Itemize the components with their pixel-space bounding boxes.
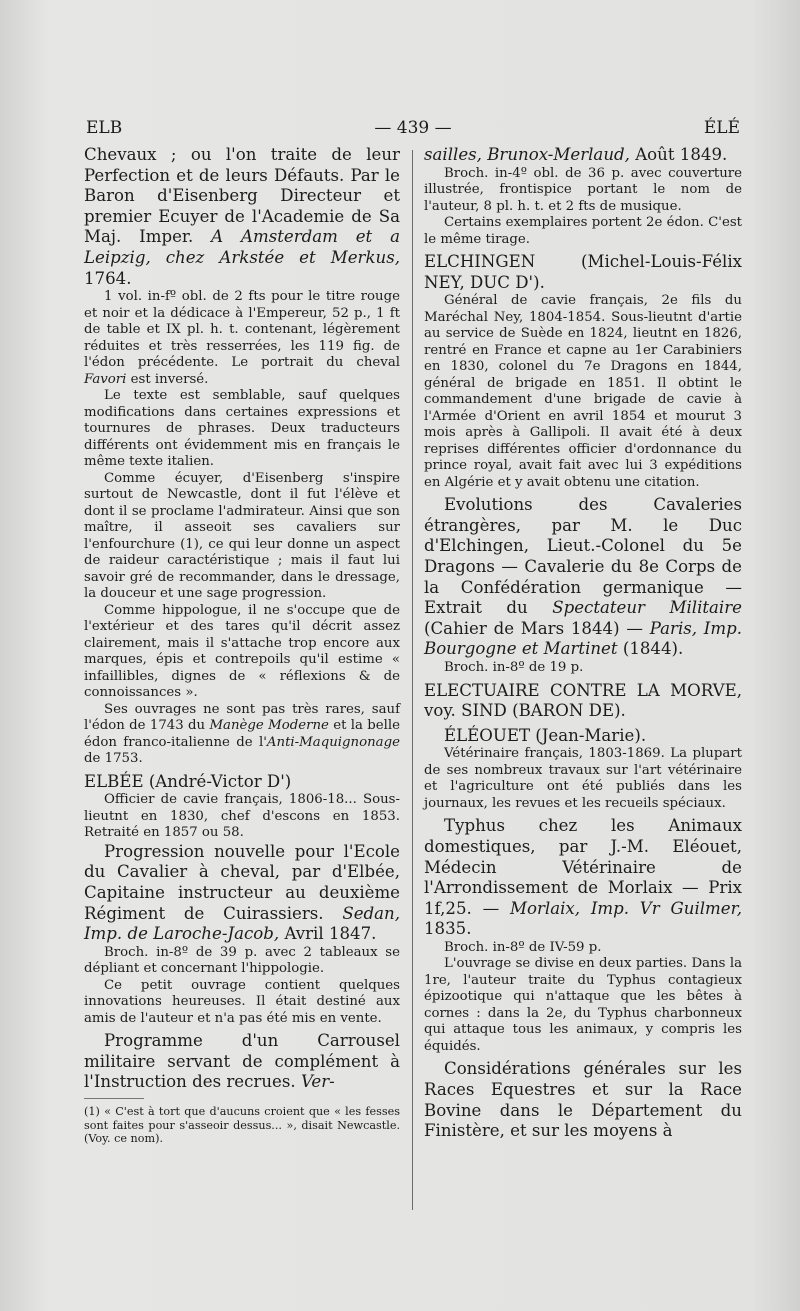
page-number: — 439 —	[374, 118, 452, 138]
header-right: ÉLÉ	[703, 118, 740, 138]
footnote-rule	[84, 1098, 144, 1099]
comment-paragraph: Ce petit ouvrage contient quelques innovations heureuses. Il était destiné aux amis de l'auteur et n'a pas été mis en vente.	[84, 977, 400, 1026]
title-paragraph: Progression nouvelle pour l'Ecole du Cavalier à cheval, par d'Elbée, Capitaine instructeur au deuxième Régiment de Cuirassiers. Sedan, Imp. de Laroche-Jacob, Avril 1847.	[84, 841, 400, 944]
comment-paragraph: Certains exemplaires portent 2e édon. C'est le même tirage.	[424, 215, 742, 247]
title-paragraph: sailles, Brunox-Merlaud, Août 1849.	[424, 145, 728, 164]
description-paragraph: Broch. in-8º de 19 p.	[444, 660, 584, 676]
title-paragraph: Chevaux ; ou l'on traite de leur Perfection et de leurs Défauts. Par le Baron d'Eisenberg Directeur et premier Ecuyer de l'Academie de Sa Maj. Imper. A Amsterdam et a Leipzig, chez Arkstée et Merkus, 1764.	[84, 145, 400, 288]
comment-paragraph: Comme hippologue, il ne s'occupe que de l'extérieur et des tares qu'il décrit assez clairement, mais il s'attache trop encore aux marques, épis et contrepoils qu'il estime « infaillibles, dignes de « réflexions & de connoissances ».	[84, 602, 400, 701]
entry-heading: ELECTUAIRE CONTRE LA MORVE, voy. SIND (BARON DE).	[424, 680, 742, 721]
footnote: (1) « C'est à tort que d'aucuns croient que « les fesses sont faites pour s'asseoir dessus... », disait Newcastle. (Voy. ce nom).	[84, 1105, 400, 1146]
left-column	[84, 145, 400, 1146]
column-rule	[412, 150, 413, 1210]
header-left: ELB	[86, 118, 123, 138]
description-paragraph: Broch. in-8º de IV-59 p.	[444, 939, 602, 955]
title-paragraph: Typhus chez les Animaux domestiques, par J.-M. Eléouet, Médecin Vétérinaire de l'Arrondissement de Morlaix — Prix 1f,25. — Morlaix, Imp. Vr Guilmer, 1835.	[424, 816, 743, 939]
entry-heading: ÉLÉOUET (Jean-Marie).	[444, 725, 647, 745]
title-paragraph: Considérations générales sur les Races Equestres et sur la Race Bovine dans le Département du Finistère, et sur les moyens à	[424, 1059, 742, 1141]
title-paragraph: Programme d'un Carrousel militaire servant de complément à l'Instruction des recrues. Ver-	[84, 1031, 400, 1092]
description-paragraph: Broch. in-4º obl. de 36 p. avec couverture illustrée, frontispice portant le nom de l'auteur, 8 pl. h. t. et 2 fts de musique.	[424, 165, 742, 214]
title-paragraph: Evolutions des Cavaleries étrangères, par M. le Duc d'Elchingen, Lieut.-Colonel du 5e Dragons — Cavalerie du 8e Corps de la Confédération germanique — Extrait du Spectateur Militaire (Cahier de Mars 1844) — Paris, Imp. Bourgogne et Martinet (1844).	[424, 495, 742, 659]
comment-paragraph: Ses ouvrages ne sont pas très rares, sauf l'édon de 1743 du Manège Moderne et la belle édon franco-italienne de l'Anti-Maquignonage de 1753.	[84, 701, 401, 767]
comment-paragraph: Comme écuyer, d'Eisenberg s'inspire surtout de Newcastle, dont il fut l'élève et dont il se proclame l'admirateur. Ainsi que son maître, il asseoit ses cavaliers sur l'enfourchure (1), ce qui leur donne un aspect de raideur caractéristique ; mais il faut lui savoir gré de recommander, dans le dressage, la douceur et une sage progression.	[84, 470, 400, 602]
biography-paragraph: Général de cavie français, 2e fils du Maréchal Ney, 1804-1854. Sous-lieutnt d'artie au service de Suède en 1824, lieutnt en 1826, rentré en France et capne au 1er Carabiniers en 1830, colonel du 7e Dragons en 1844, général de brigade en 1851. Il obtint le commandement d'une brigade de cavie à l'Armée d'Orient en avril 1854 et mourut 3 mois après à Gallipoli. Il avait été à deux reprises différentes officier d'ordonnance du prince royal, avait fait avec lui 3 expéditions en Algérie et y avait obtenu une citation.	[424, 293, 742, 490]
comment-paragraph: Le texte est semblable, sauf quelques modifications dans certaines expressions et tournures de phrases. Deux traducteurs différents ont évidemment mis en français le même texte italien.	[84, 388, 400, 470]
description-paragraph: Broch. in-8º de 39 p. avec 2 tableaux se dépliant et concernant l'hippologie.	[84, 944, 400, 977]
comment-paragraph: L'ouvrage se divise en deux parties. Dans la 1re, l'auteur traite du Typhus contagieux épizootique qui n'attaque que les bêtes à cornes : dans la 2e, du Typhus charbonneux qui attaque tous les animaux, y compris les équidés.	[424, 956, 742, 1054]
entry-heading: ELCHINGEN (Michel-Louis-Félix NEY, DUC D').	[424, 252, 742, 292]
right-column	[424, 145, 742, 1142]
description-paragraph: 1 vol. in-fº obl. de 2 fts pour le titre rouge et noir et la dédicace à l'Empereur, 52 p., 1 ft de table et IX pl. h. t. contenant, légèrement réduites et très resserrées, les 119 fig. de l'édon précédente. Le portrait du cheval Favori est inversé.	[84, 289, 400, 387]
biography-paragraph: Vétérinaire français, 1803-1869. La plupart de ses nombreux travaux sur l'art vétérinaire et l'agriculture ont été publiés dans les journaux, les revues et les recueils spéciaux.	[424, 746, 742, 811]
entry-heading: ELBÉE (André-Victor D')	[84, 771, 292, 791]
running-header	[86, 118, 740, 142]
biography-paragraph: Officier de cavie français, 1806-18... Sous-lieutnt en 1830, chef d'escons en 1853. Retraité en 1857 ou 58.	[84, 792, 400, 841]
